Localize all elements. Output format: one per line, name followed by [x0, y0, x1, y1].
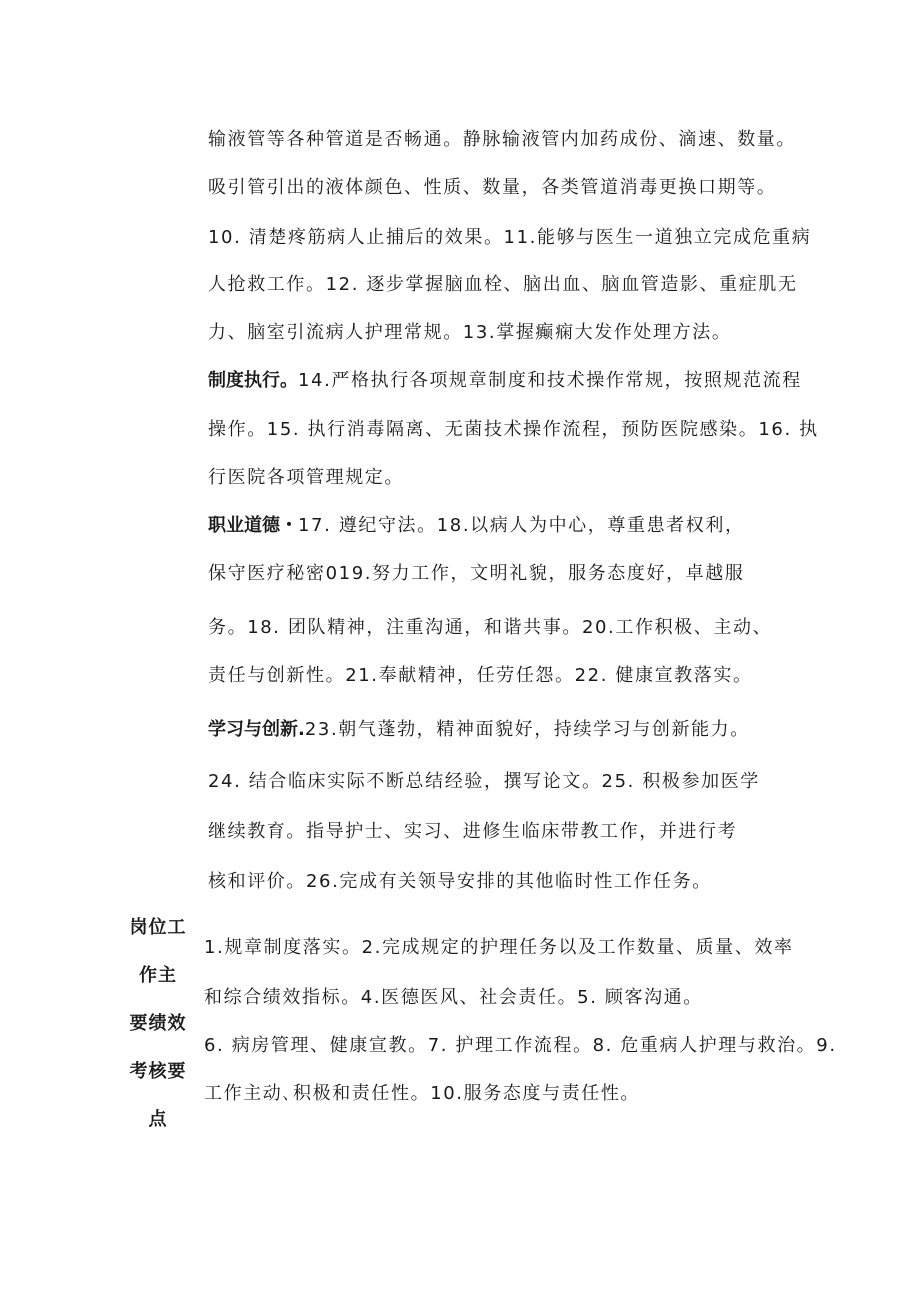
- text-line: 核和评价。26.完成有关领导安排的其他临时性工作任务。: [208, 871, 712, 892]
- section-study: [208, 718, 750, 742]
- text-line: 行医院各项管理规定。: [208, 467, 404, 488]
- side-label-line: 岗位工: [129, 917, 187, 938]
- text-line: 保守医疗秘密019.努力工作，文明礼貌，服务态度好，卓越服: [208, 563, 745, 584]
- text-line: 继续教育。指导护士、实习、进修生临床带教工作，并进行考: [208, 821, 738, 842]
- side-label-line: 作主: [139, 965, 177, 986]
- text-line: 责任与创新性。21.奉献精神，任劳任怨。22. 健康宣教落实。: [208, 665, 753, 686]
- side-label-line: 点: [148, 1109, 168, 1130]
- text-line: 操作。15. 执行消毒隔离、无菌技术操作流程，预防医院感染。16. 执: [208, 419, 819, 440]
- side-label-line: 考核要: [129, 1061, 187, 1082]
- text-line: 6. 病房管理、健康宣教。7. 护理工作流程。8. 危重病人护理与救治。9.: [204, 1035, 837, 1056]
- text-line: 输液管等各种管道是否畅通。静脉输液管内加药成份、滴速、数量。: [208, 129, 796, 150]
- section-heading-study: 学习与创新.: [208, 719, 305, 740]
- side-label-line: 要绩效: [129, 1013, 187, 1034]
- text-line: 10. 清楚疼筋病人止捕后的效果。11.能够与医生一道独立完成危重病: [208, 227, 812, 248]
- section-ethics: [208, 514, 745, 538]
- section-system: [208, 369, 802, 393]
- text-line: 人抢救工作。12. 逐步掌握脑血栓、脑出血、脑血管造影、重症肌无: [208, 274, 798, 295]
- text-line: 23.朝气蓬勃，精神面貌好，持续学习与创新能力。: [304, 719, 750, 740]
- text-line: 24. 结合临床实际不断总结经验，撰写论文。25. 积极参加医学: [208, 771, 760, 792]
- section-heading-system: 制度执行。: [208, 370, 298, 391]
- section-heading-ethics: 职业道德・: [208, 515, 298, 536]
- text-line: 工作主动､积极和责任性。10.服务态度与责任性。: [204, 1083, 641, 1104]
- text-line: 17. 遵纪守法。18.以病人为中心，尊重患者权利，: [298, 515, 745, 536]
- text-line: 吸引管引出的液体颜色、性质、数量，各类管道消毒更换口期等。: [208, 177, 777, 198]
- text-line: 和综合绩效指标。4.医德医风、社会责任。5. 顾客沟通。: [204, 987, 703, 1008]
- text-line: 1.规章制度落实。2.完成规定的护理任务以及工作数量、质量、效率: [204, 937, 794, 958]
- text-line: 14.严格执行各项规章制度和技术操作常规，按照规范流程: [298, 370, 802, 391]
- text-line: 务。18. 团队精神，注重沟通，和谐共事。20.工作积极、主动、: [208, 617, 773, 638]
- text-line: 力、脑室引流病人护理常规。13.掌握癫痫大发作处理方法。: [208, 322, 732, 343]
